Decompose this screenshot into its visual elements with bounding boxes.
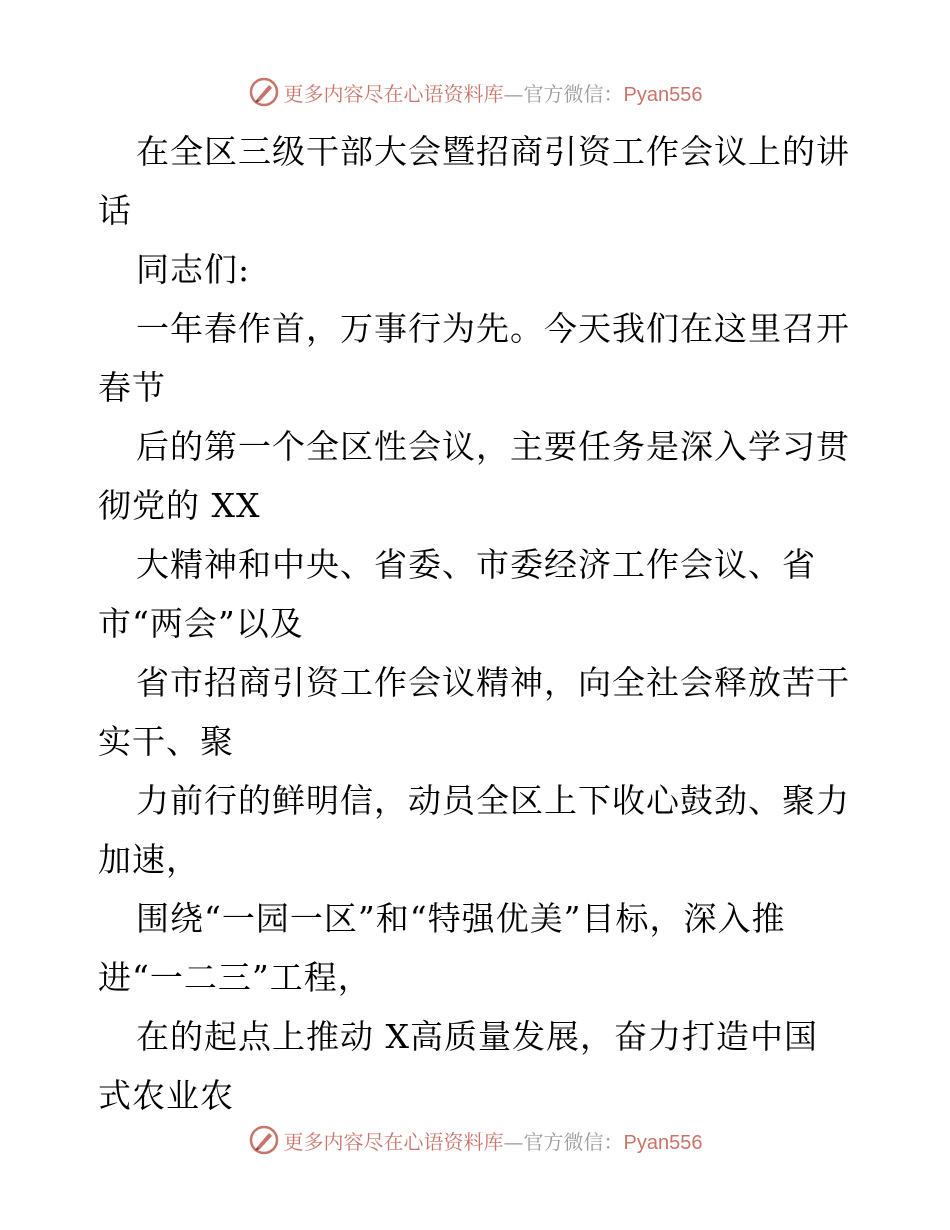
document-body (98, 122, 858, 1125)
document-line: 实干、聚 (98, 722, 234, 761)
banner-main-text: 更多内容尽在心语资料库 (283, 1129, 504, 1154)
pen-logo-icon (248, 76, 280, 108)
document-line: 在的起点上推动 X高质量发展，奋力打造中国 (136, 1017, 818, 1056)
banner-wechat-label: 官方微信： (523, 1129, 624, 1154)
document-line: 力前行的鲜明信，动员全区上下收心鼓劲、聚力 (136, 781, 850, 820)
document-line: 一年春作首，万事行为先。今天我们在这里召开 (136, 309, 850, 348)
banner-text (284, 1126, 703, 1155)
document-line: 大精神和中央、省委、市委经济工作会议、省 (136, 545, 816, 584)
pen-logo-icon (248, 1124, 280, 1156)
document-line: 省市招商引资工作会议精神，向全社会释放苦干 (136, 663, 850, 702)
header-watermark-banner (0, 72, 950, 112)
document-line: 同志们: (136, 250, 251, 289)
banner-main-text: 更多内容尽在心语资料库 (283, 81, 504, 106)
banner-wechat-id: Pyan556 (623, 83, 703, 106)
document-line: 围绕“一园一区”和“特强优美”目标，深入推 (136, 899, 786, 938)
banner-dash: — (503, 81, 524, 106)
document-line: 进“一二三”工程， (98, 958, 372, 997)
banner-wechat-label: 官方微信： (523, 81, 624, 106)
banner-wechat-id: Pyan556 (623, 1131, 703, 1154)
document-line: 后的第一个全区性会议，主要任务是深入学习贯 (136, 427, 850, 466)
document-line: 在全区三级干部大会暨招商引资工作会议上的讲 (136, 132, 850, 171)
document-line: 话 (98, 191, 132, 230)
document-line: 加速， (98, 840, 200, 879)
document-line: 市“两会”以及 (98, 604, 304, 643)
document-line: 彻党的 XX (98, 486, 261, 525)
footer-watermark-banner (0, 1120, 950, 1160)
banner-dash: — (503, 1129, 524, 1154)
document-line: 春节 (98, 368, 166, 407)
document-line: 式农业农 (98, 1076, 234, 1115)
banner-text (284, 78, 703, 107)
